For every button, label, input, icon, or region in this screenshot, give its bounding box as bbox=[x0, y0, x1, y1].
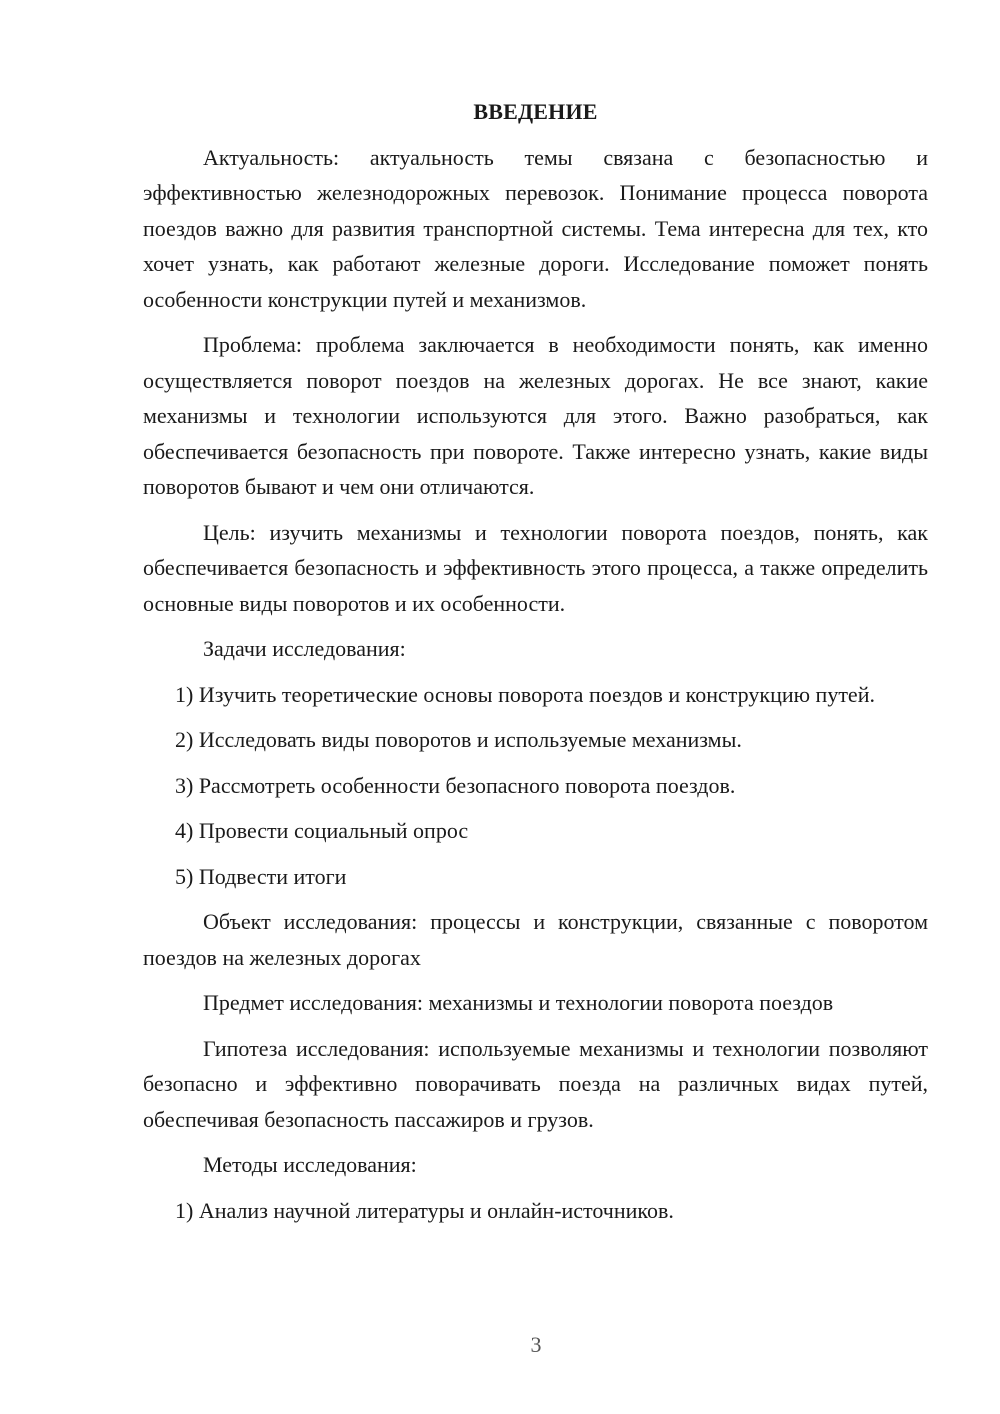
problem-paragraph: Проблема: проблема заключается в необходимости понять, как именно осуществляется поворот поездов на железных дорогах. Не все знают, какие механизмы и технологии используются для этого. Важно разобраться, как обеспечивается безопасность при повороте. Также интересно узнать, какие виды поворотов бывают и чем они отличаются. bbox=[143, 332, 928, 499]
subject-paragraph: Предмет исследования: механизмы и технологии поворота поездов bbox=[203, 990, 834, 1015]
task-item-4: 4) Провести социальный опрос bbox=[175, 818, 469, 843]
task-item-3: 3) Рассмотреть особенности безопасного поворота поездов. bbox=[175, 772, 736, 798]
task-item-5: 5) Подвести итоги bbox=[175, 863, 347, 889]
page-number: 3 bbox=[530, 1332, 542, 1357]
page-content bbox=[143, 94, 928, 1238]
hypothesis-paragraph: Гипотеза исследования: используемые механизмы и технологии позволяют безопасно и эффективно поворачивать поезда на различных видах путей, обеспечивая безопасность пассажиров и грузов. bbox=[143, 1035, 928, 1132]
goal-paragraph: Цель: изучить механизмы и технологии поворота поездов, понять, как обеспечивается безопасность и эффективность этого процесса, а также определить основные виды поворотов и их особенности. bbox=[143, 519, 928, 616]
methods-heading: Методы исследования: bbox=[203, 1152, 417, 1177]
object-paragraph: Объект исследования: процессы и конструкции, связанные с поворотом поездов на железных дорогах bbox=[143, 909, 928, 970]
task-item-2: 2) Исследовать виды поворотов и используемые механизмы. bbox=[175, 727, 742, 752]
tasks-heading: Задачи исследования: bbox=[203, 636, 406, 661]
relevance-paragraph: Актуальность: актуальность темы связана с безопасностью и эффективностью железнодорожных перевозок. Понимание процесса поворота поездов важно для развития транспортной системы. Тема интересна для тех, кто хочет узнать, как работают железные дороги. Исследование поможет понять особенности конструкции путей и механизмов. bbox=[143, 144, 928, 312]
section-title: ВВЕДЕНИЕ bbox=[473, 99, 598, 124]
task-item-1: 1) Изучить теоретические основы поворота поездов и конструкцию путей. bbox=[175, 681, 875, 707]
method-item-1: 1) Анализ научной литературы и онлайн-источников. bbox=[175, 1197, 674, 1223]
